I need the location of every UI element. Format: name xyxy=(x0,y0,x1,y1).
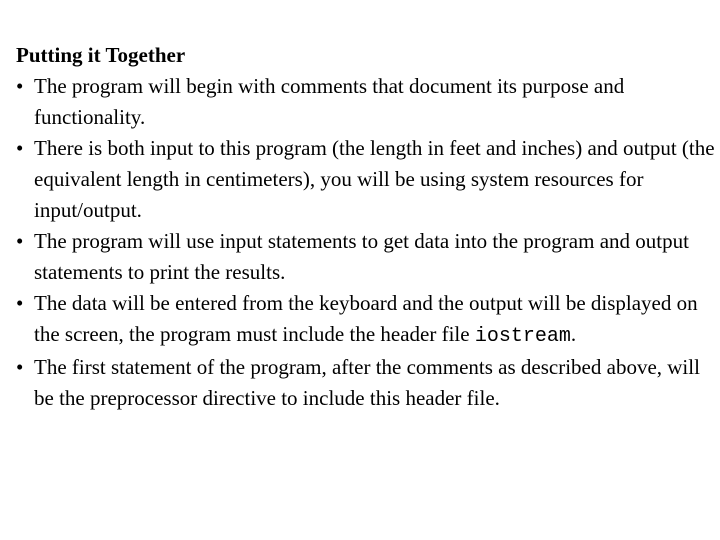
bullet-text: The program will begin with comments that document its purpose and functionality. xyxy=(34,74,625,129)
bullet-item-2 xyxy=(16,133,716,226)
bullet-text-end: . xyxy=(570,322,577,346)
bullet-text: The first statement of the program, after the comments as described above, will be the preprocessor directive to include this header file. xyxy=(34,355,700,410)
slide-content xyxy=(16,40,716,414)
bullet-item-3 xyxy=(16,226,716,288)
bullet-item-5 xyxy=(16,352,716,414)
bullet-icon: • xyxy=(16,136,24,160)
bullet-text: The data will be entered from the keyboard and the output will be displayed on the screen, the program must include the header file xyxy=(34,291,698,346)
bullet-icon: • xyxy=(16,229,24,253)
bullet-item-4 xyxy=(16,288,716,352)
slide-title: Putting it Together xyxy=(16,43,186,67)
bullet-text: The program will use input statements to get data into the program and output statements to print the results. xyxy=(34,229,689,284)
bullet-icon: • xyxy=(16,355,24,379)
bullet-list xyxy=(16,71,716,414)
code-iostream: iostream xyxy=(474,325,571,348)
bullet-item-1 xyxy=(16,71,716,133)
bullet-icon: • xyxy=(16,291,24,315)
bullet-text: There is both input to this program (the length in feet and inches) and output (the equivalent length in centimeters), you will be using system resources for input/output. xyxy=(34,136,715,222)
bullet-icon: • xyxy=(16,74,24,98)
